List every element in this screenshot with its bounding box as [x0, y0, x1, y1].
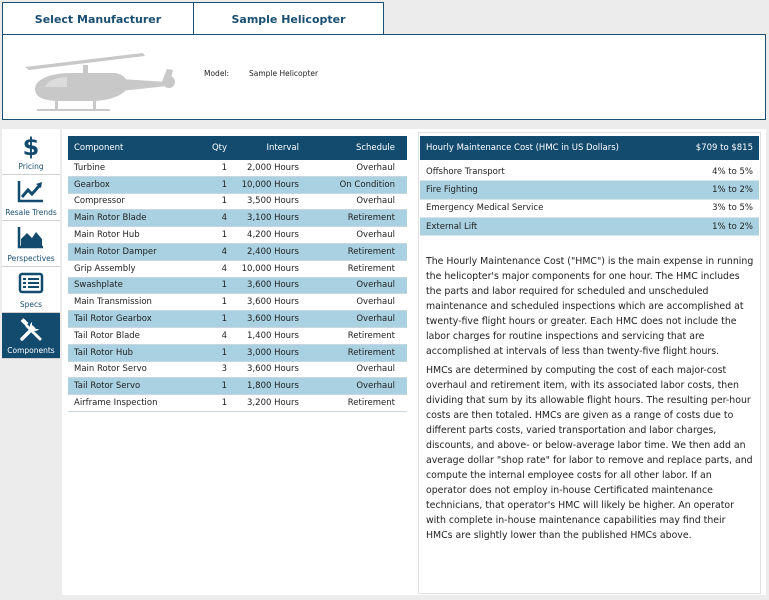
component-interval: 4,200 Hours: [247, 230, 299, 241]
hmc-range: $709 to $815: [695, 143, 753, 153]
table-row: [68, 160, 407, 177]
table-row: [68, 328, 407, 345]
sidebar-item-perspectives[interactable]: [2, 221, 60, 267]
component-name: Gearbox: [74, 179, 110, 190]
table-body: [68, 160, 407, 412]
table-row: [68, 278, 407, 295]
component-schedule: Overhaul: [356, 230, 395, 241]
component-schedule: On Condition: [339, 179, 395, 190]
table-row: [68, 227, 407, 244]
component-qty: 3: [221, 364, 227, 375]
component-interval: 2,000 Hours: [247, 162, 299, 173]
tools-icon: [18, 317, 44, 347]
hmc-row-label: Fire Fighting: [426, 184, 478, 195]
component-name: Turbine: [74, 162, 106, 173]
table-row: [68, 294, 407, 311]
component-qty: 4: [221, 246, 227, 257]
hmc-row: [420, 163, 759, 181]
component-name: Swashplate: [74, 280, 123, 291]
table-row: [68, 362, 407, 379]
hmc-row-value: 4% to 5%: [712, 166, 753, 177]
sidebar-item-components[interactable]: [2, 313, 60, 359]
model-label: Model:: [204, 69, 230, 78]
list-icon: [18, 271, 44, 299]
sidebar-item-label: Pricing: [18, 162, 44, 171]
hmc-paragraph-2: HMCs are determined by computing the cost of each major-cost overhaul and retirement item, with its associated labor costs, then dividing that sum by its allowable flight hours. The resulting per-hour costs are then totaled. HMCs are given as a range of costs due to different parts costs, varied transportation and labor charges, discounts, and above- or below-average labor time. We then add an average dollar "shop rate" for labor to remove and replace parts, and compute the internal employee costs for all other labor. If an operator does not employ in-house Certificated maintenance technicians, that operator's HMC will likely be higher. An operator with complete in-house maintenance capabilities may find their HMCs are slightly lower than the published HMCs above.: [426, 365, 753, 541]
component-name: Main Rotor Damper: [74, 246, 157, 257]
model-value: Sample Helicopter: [249, 69, 319, 78]
component-interval: 10,000 Hours: [241, 179, 299, 190]
hmc-row: [420, 181, 759, 199]
component-qty: 4: [221, 330, 227, 341]
component-qty: 1: [221, 314, 227, 325]
sidebar-item-resale-trends[interactable]: [2, 175, 60, 221]
hmc-row: [420, 200, 759, 218]
component-schedule: Overhaul: [356, 162, 395, 173]
hmc-title: Hourly Maintenance Cost (HMC in US Dollars): [426, 143, 619, 153]
header-qty: Qty: [211, 143, 227, 153]
table-row: [68, 378, 407, 395]
hmc-row: [420, 218, 759, 236]
table-row: [68, 345, 407, 362]
hmc-row-value: 1% to 2%: [712, 221, 753, 232]
component-schedule: Overhaul: [356, 364, 395, 375]
component-schedule: Overhaul: [356, 381, 395, 392]
component-name: Tail Rotor Servo: [74, 381, 141, 392]
component-interval: 3,600 Hours: [247, 280, 299, 291]
component-schedule: Retirement: [347, 263, 395, 274]
component-schedule: Overhaul: [356, 297, 395, 308]
component-interval: 3,100 Hours: [247, 213, 299, 224]
hmc-header: [420, 136, 759, 160]
component-qty: 1: [221, 162, 227, 173]
area-chart-icon: [17, 225, 45, 253]
sidebar-item-label: Specs: [19, 300, 43, 309]
svg-text:$: $: [22, 133, 40, 159]
component-name: Main Rotor Servo: [74, 364, 147, 375]
component-name: Airframe Inspection: [74, 398, 158, 409]
component-qty: 1: [221, 381, 227, 392]
table-row: [68, 177, 407, 194]
component-interval: 3,200 Hours: [247, 398, 299, 409]
component-schedule: Retirement: [347, 398, 395, 409]
aircraft-header: [2, 34, 766, 120]
hmc-row-value: 3% to 5%: [712, 203, 753, 214]
sidebar-item-label: Perspectives: [7, 254, 55, 263]
component-interval: 3,600 Hours: [247, 297, 299, 308]
sidebar: [2, 129, 60, 359]
tab-select-manufacturer[interactable]: Select Manufacturer: [2, 2, 194, 35]
component-schedule: Overhaul: [356, 280, 395, 291]
sidebar-item-label: Resale Trends: [5, 208, 57, 217]
component-name: Tail Rotor Gearbox: [74, 314, 152, 325]
component-qty: 1: [221, 297, 227, 308]
header-component: Component: [74, 143, 124, 153]
component-schedule: Retirement: [347, 347, 395, 358]
component-interval: 3,600 Hours: [247, 314, 299, 325]
header-interval: Interval: [266, 143, 299, 153]
component-name: Tail Rotor Blade: [74, 330, 140, 341]
hmc-paragraph-1: The Hourly Maintenance Cost ("HMC") is the main expense in running the helicopter's major components for one hour. The HMC includes the parts and labor required for scheduled and unscheduled maintenance and scheduled inspections which are accomplished at twenty-five flight hours or greater. Each HMC does not include the labor charges for routine inspections and servicing that are accomplished at intervals of less than twenty-five flight hours.: [426, 256, 754, 357]
component-interval: 3,600 Hours: [247, 364, 299, 375]
component-name: Compressor: [74, 196, 125, 207]
component-name: Main Transmission: [74, 297, 152, 308]
sidebar-item-specs[interactable]: [2, 267, 60, 313]
component-name: Grip Assembly: [74, 263, 136, 274]
helicopter-silhouette: [21, 43, 181, 115]
component-schedule: Overhaul: [356, 314, 395, 325]
table-header: [68, 136, 407, 160]
table-row: [68, 395, 407, 412]
component-interval: 2,400 Hours: [247, 246, 299, 257]
table-row: [68, 244, 407, 261]
hmc-row-label: Offshore Transport: [426, 166, 505, 177]
table-row: [68, 261, 407, 278]
hmc-table: [420, 163, 759, 236]
dollar-icon: [21, 133, 41, 163]
hmc-row-label: Emergency Medical Service: [426, 203, 544, 214]
component-interval: 3,000 Hours: [247, 347, 299, 358]
component-qty: 1: [221, 280, 227, 291]
component-qty: 1: [221, 230, 227, 241]
hmc-row-label: External Lift: [426, 221, 478, 232]
hmc-row-value: 1% to 2%: [712, 184, 753, 195]
sidebar-item-pricing[interactable]: [2, 129, 60, 175]
component-schedule: Retirement: [347, 213, 395, 224]
component-qty: 1: [221, 347, 227, 358]
component-interval: 3,500 Hours: [247, 196, 299, 207]
component-qty: 4: [221, 213, 227, 224]
components-table: [68, 136, 407, 412]
component-name: Tail Rotor Hub: [74, 347, 134, 358]
tab-sample-helicopter[interactable]: Sample Helicopter: [193, 2, 384, 35]
table-row: [68, 210, 407, 227]
table-row: [68, 194, 407, 211]
component-name: Main Rotor Blade: [74, 213, 147, 224]
component-name: Main Rotor Hub: [74, 230, 140, 241]
component-qty: 1: [221, 398, 227, 409]
component-interval: 1,800 Hours: [247, 381, 299, 392]
sidebar-item-label: Components: [7, 346, 55, 355]
component-qty: 1: [221, 196, 227, 207]
trend-chart-icon: [17, 179, 45, 207]
component-qty: 1: [221, 179, 227, 190]
component-schedule: Overhaul: [356, 196, 395, 207]
component-schedule: Retirement: [347, 246, 395, 257]
component-schedule: Retirement: [347, 330, 395, 341]
component-qty: 4: [221, 263, 227, 274]
component-interval: 10,000 Hours: [241, 263, 299, 274]
header-schedule: Schedule: [355, 143, 395, 153]
hmc-description: [426, 254, 754, 547]
table-row: [68, 311, 407, 328]
component-interval: 1,400 Hours: [247, 330, 299, 341]
